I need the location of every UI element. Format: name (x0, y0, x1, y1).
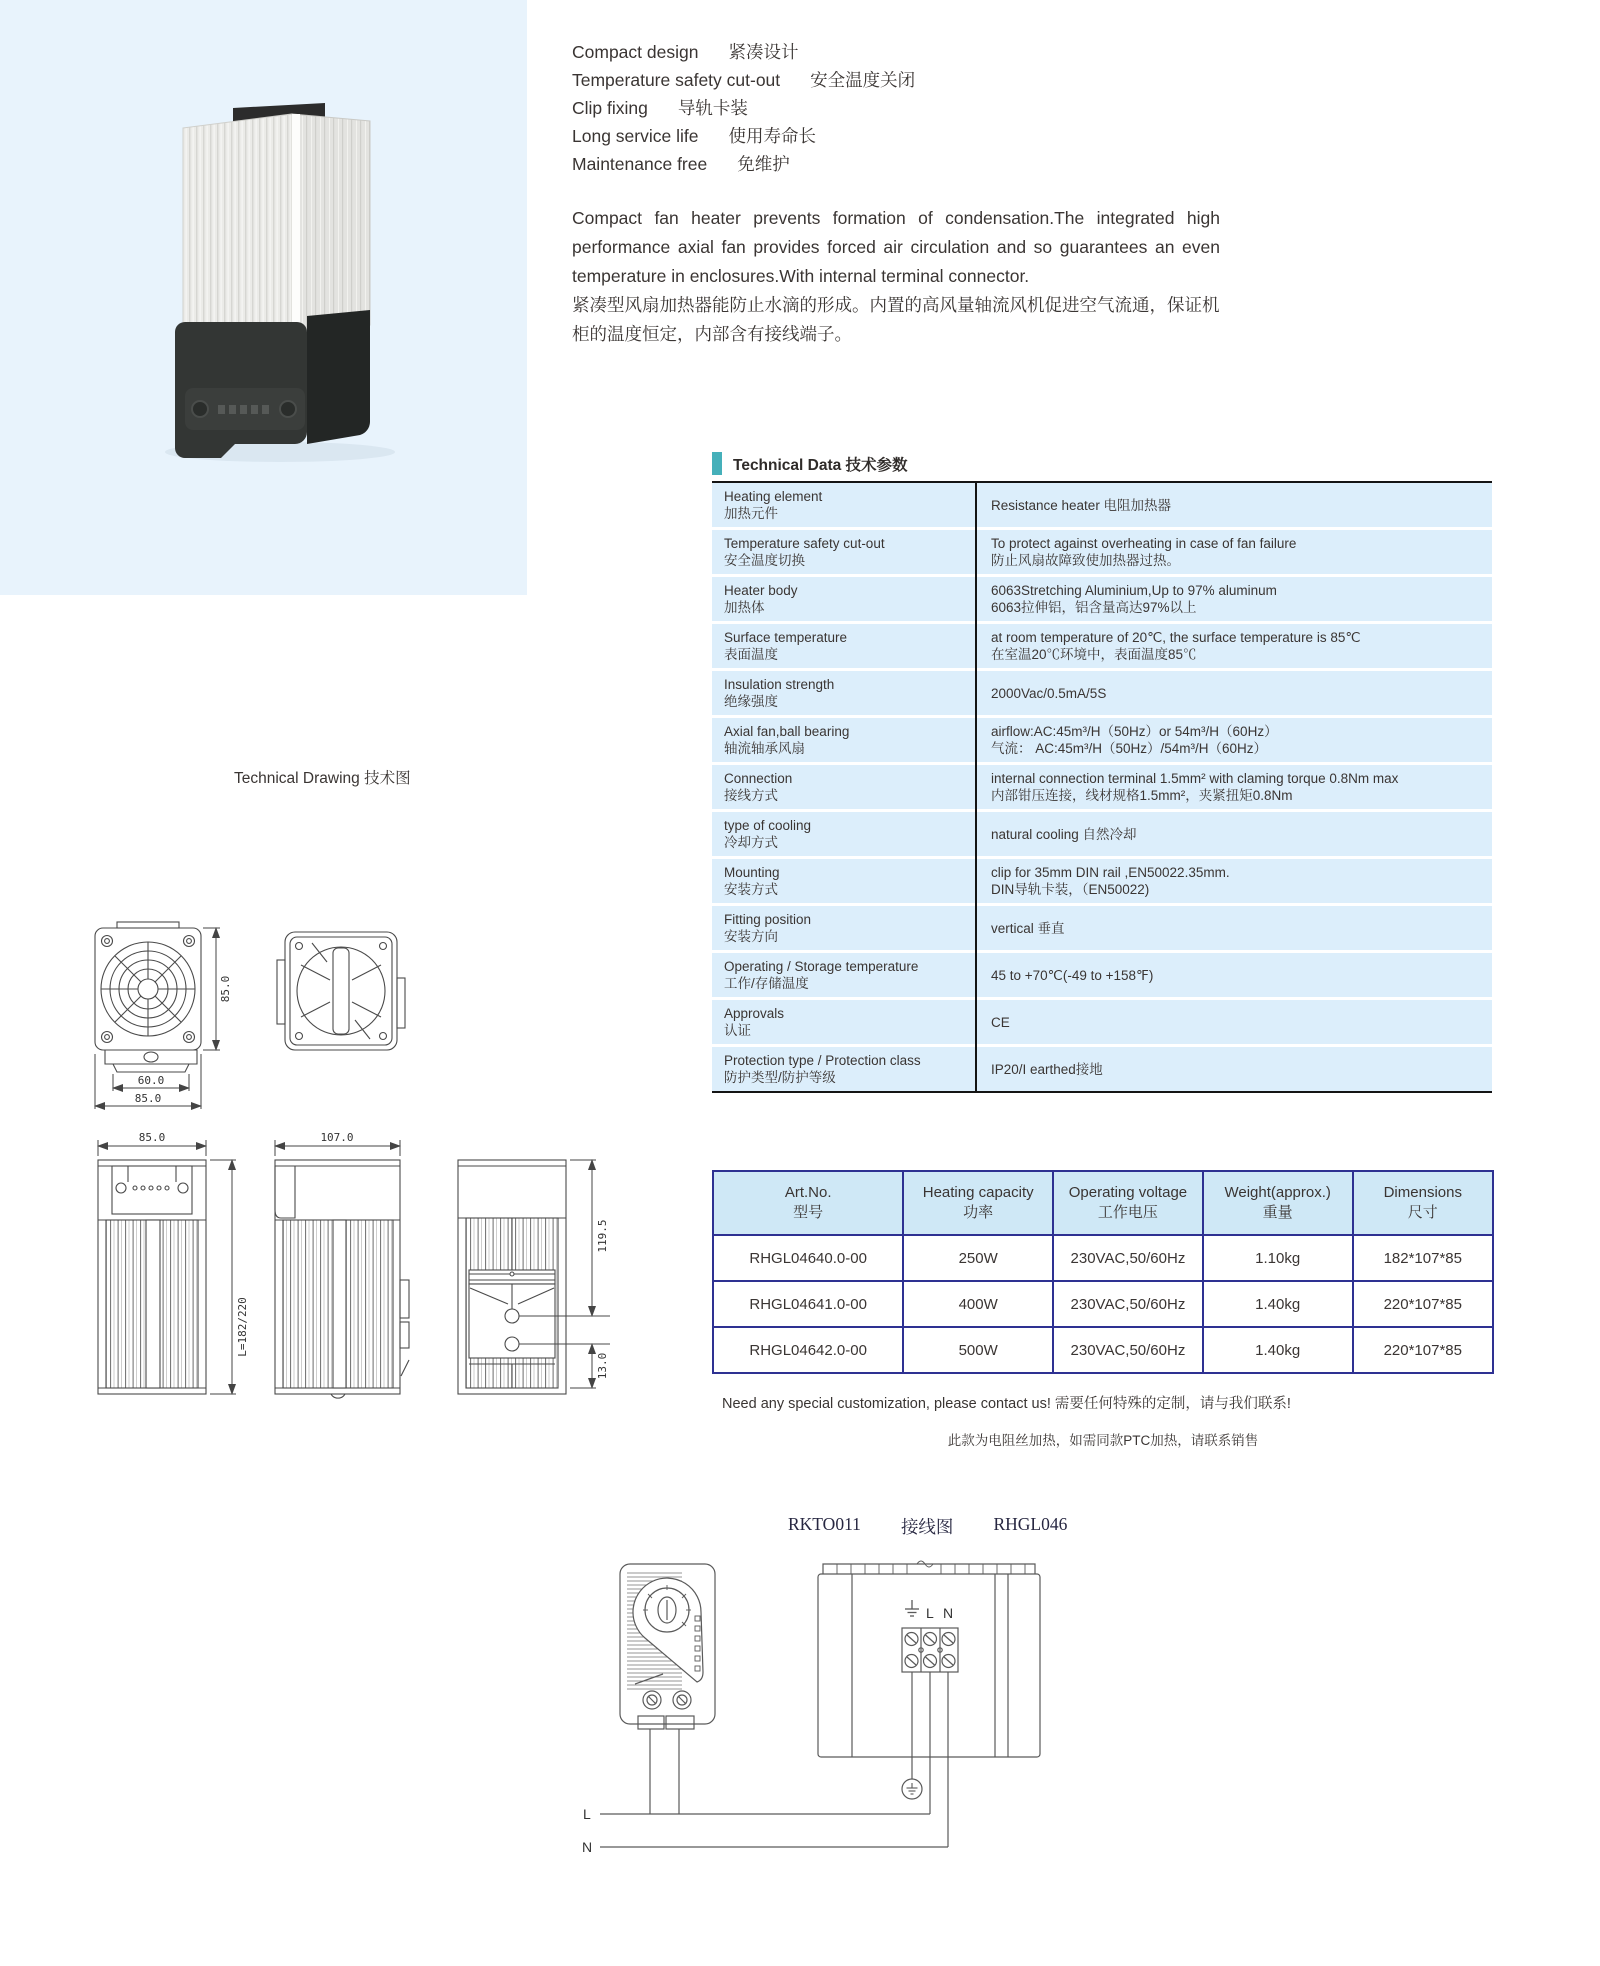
tech-row (712, 812, 1492, 856)
cell-voltage: 230VAC,50/60Hz (1053, 1235, 1203, 1281)
side-views-drawing (50, 1122, 620, 1432)
terminal-l-label: L (926, 1605, 934, 1621)
product-table (712, 1170, 1494, 1374)
tech-value-cn: 在室温20℃环境中，表面温度85℃ (991, 647, 1197, 662)
tech-param-en: Fitting position (724, 912, 812, 927)
dim-front-width: 85.0 (134, 1092, 162, 1105)
tech-value-en: natural cooling 自然冷却 (991, 826, 1137, 842)
tech-param-en: Approvals (724, 1006, 785, 1021)
tech-row (712, 671, 1492, 715)
technical-drawing-caption: Technical Drawing 技术图 (234, 770, 411, 787)
tech-value-cn: 气流： AC:45m³/H（50Hz）/54m³/H（60Hz） (991, 741, 1268, 756)
tech-param-en: Heater body (724, 583, 798, 598)
dim-right-height: 119.5 (596, 1219, 609, 1253)
cell-heating: 500W (903, 1327, 1053, 1373)
cell-dimensions: 220*107*85 (1353, 1327, 1493, 1373)
feature-cn: 使用寿命长 (728, 126, 816, 146)
tech-row (712, 1000, 1492, 1044)
feature-item (572, 94, 915, 122)
tech-row (712, 624, 1492, 668)
dim-front-inner-width: 60.0 (137, 1074, 165, 1087)
tech-row (712, 530, 1492, 574)
col-header-voltage: Operating voltage 工作电压 (1053, 1171, 1203, 1235)
accent-bar-icon (712, 452, 722, 475)
wiring-diagram-title (788, 1514, 1067, 1539)
tech-row (712, 906, 1492, 950)
tech-value-en: internal connection terminal 1.5mm² with claming torque 0.8Nm max (991, 771, 1399, 786)
tech-row (712, 483, 1492, 527)
feature-cn: 安全温度关闭 (810, 70, 916, 90)
tech-param-cn: 安全温度切换 (724, 553, 805, 568)
tech-param-cn: 绝缘强度 (724, 694, 778, 709)
feature-cn: 免维护 (737, 154, 790, 174)
feature-item (572, 38, 915, 66)
tech-param-cn: 加热体 (724, 600, 765, 615)
tech-row (712, 1047, 1492, 1091)
dim-mid-width: 107.0 (320, 1131, 354, 1144)
dim-right-offset: 13.0 (596, 1352, 609, 1380)
ptc-note: 此款为电阻丝加热，如需同款PTC加热，请联系销售 (947, 1433, 1259, 1448)
feature-en: Clip fixing (572, 98, 648, 118)
tech-value-en: clip for 35mm DIN rail ,EN50022.35mm. (991, 865, 1230, 880)
col-header-dimensions: Dimensions 尺寸 (1353, 1171, 1493, 1235)
wiring-label: 接线图 (900, 1517, 954, 1537)
tech-param-cn: 表面温度 (724, 647, 778, 662)
cell-weight: 1.40kg (1203, 1327, 1353, 1373)
description (572, 204, 1220, 349)
technical-data-header (712, 452, 1492, 481)
tech-param-cn: 安装方向 (724, 929, 778, 944)
cell-dimensions: 182*107*85 (1353, 1235, 1493, 1281)
tech-param-cn: 加热元件 (724, 506, 778, 521)
cell-weight: 1.10kg (1203, 1235, 1353, 1281)
description-en: Compact fan heater prevents formation of condensation.The integrated high performance axial fan provides forced air circulation and so guarantees an even temperature in enclosures.With internal terminal connector. (572, 208, 1220, 286)
tech-value-en: To protect against overheating in case of fan failure (991, 536, 1297, 551)
tech-value-en: at room temperature of 20℃, the surface temperature is 85℃ (991, 630, 1361, 645)
tech-value-cn: 防止风扇故障致使加热器过热。 (991, 553, 1180, 568)
product-row (713, 1327, 1493, 1373)
product-photo (0, 0, 527, 595)
tech-param-cn: 轴流轴承风扇 (724, 741, 805, 756)
tech-value-en: 6063Stretching Aluminium,Up to 97% aluminum (991, 583, 1277, 598)
product-table-section (712, 1170, 1494, 1449)
feature-cn: 紧凑设计 (728, 42, 799, 62)
tech-param-en: Heating element (724, 489, 823, 504)
tech-param-cn: 冷却方式 (724, 835, 778, 850)
cell-heating: 400W (903, 1281, 1053, 1327)
terminal-n-label: N (943, 1605, 954, 1621)
tech-param-en: Temperature safety cut-out (724, 536, 885, 551)
tech-value-en: 45 to +70℃(-49 to +158℉) (991, 967, 1154, 983)
tech-param-cn: 工作/存储温度 (724, 976, 809, 991)
tech-value-cn: DIN导轨卡装，（EN50022) (991, 882, 1150, 897)
cell-weight: 1.40kg (1203, 1281, 1353, 1327)
tech-param-cn: 接线方式 (724, 788, 778, 803)
cell-artno: RHGL04642.0-00 (713, 1327, 903, 1373)
tech-value-en: IP20/I earthed接地 (991, 1061, 1103, 1077)
front-back-view-drawing (50, 910, 470, 1115)
tech-value-en: airflow:AC:45m³/H（50Hz）or 54m³/H（60Hz） (991, 724, 1278, 739)
tech-value-cn: 内部钳压连接，线材规格1.5mm²，夹紧扭矩0.8Nm (991, 788, 1293, 803)
feature-cn: 导轨卡装 (677, 98, 748, 118)
tech-value-en: vertical 垂直 (991, 920, 1065, 936)
cell-voltage: 230VAC,50/60Hz (1053, 1281, 1203, 1327)
col-header-artno: Art.No. 型号 (713, 1171, 903, 1235)
technical-data-table (712, 481, 1492, 1093)
tech-row (712, 718, 1492, 762)
dim-front-height: 85.0 (219, 975, 232, 1003)
tech-param-cn: 认证 (724, 1023, 751, 1038)
dim-side-width: 85.0 (138, 1131, 166, 1144)
product-photo-panel (0, 0, 527, 595)
customization-note: Need any special customization, please contact us! 需要任何特殊的定制，请与我们联系! (722, 1396, 1291, 1412)
line-n-label: N (582, 1839, 593, 1855)
cell-artno: RHGL04640.0-00 (713, 1235, 903, 1281)
feature-item (572, 122, 915, 150)
line-l-label: L (583, 1806, 591, 1822)
tech-param-en: Operating / Storage temperature (724, 959, 919, 974)
tech-value-cn: 6063拉伸铝，铝含量高达97%以上 (991, 600, 1197, 615)
tech-row (712, 953, 1492, 997)
feature-en: Compact design (572, 42, 699, 62)
features-list (572, 38, 915, 178)
cell-voltage: 230VAC,50/60Hz (1053, 1327, 1203, 1373)
tech-value-en: 2000Vac/0.5mA/5S (991, 685, 1107, 701)
cell-heating: 250W (903, 1235, 1053, 1281)
cell-artno: RHGL04641.0-00 (713, 1281, 903, 1327)
feature-en: Long service life (572, 126, 699, 146)
product-row (713, 1235, 1493, 1281)
tech-param-en: Protection type / Protection class (724, 1053, 921, 1068)
tech-param-cn: 安装方式 (724, 882, 778, 897)
description-cn: 紧凑型风扇加热器能防止水滴的形成。内置的高风量轴流风机促进空气流通，保证机柜的温度恒定，内部含有接线端子。 (572, 295, 1220, 344)
product-table-header-row (713, 1171, 1493, 1235)
tech-value-en: CE (991, 1014, 1010, 1030)
tech-value-en: Resistance heater 电阻加热器 (991, 497, 1172, 513)
feature-en: Maintenance free (572, 154, 708, 174)
tech-param-cn: 防护类型/防护等级 (724, 1070, 836, 1085)
tech-param-en: Surface temperature (724, 630, 848, 645)
col-header-heating: Heating capacity 功率 (903, 1171, 1053, 1235)
tech-param-en: Mounting (724, 865, 780, 880)
cell-dimensions: 220*107*85 (1353, 1281, 1493, 1327)
feature-item (572, 150, 915, 178)
tech-param-en: type of cooling (724, 818, 812, 833)
tech-param-en: Axial fan,ball bearing (724, 724, 850, 739)
heater-model: RHGL046 (993, 1514, 1068, 1534)
dim-length: L=182/220 (236, 1297, 249, 1357)
thermostat-model: RKTO011 (788, 1514, 861, 1534)
feature-item (572, 66, 915, 94)
product-row (713, 1281, 1493, 1327)
wiring-diagram (555, 1552, 1135, 1952)
technical-data-section (712, 452, 1492, 1093)
tech-row (712, 859, 1492, 903)
tech-param-en: Connection (724, 771, 793, 786)
technical-data-title: Technical Data 技术参数 (733, 456, 908, 474)
tech-row (712, 765, 1492, 809)
feature-en: Temperature safety cut-out (572, 70, 781, 90)
col-header-weight: Weight(approx.) 重量 (1203, 1171, 1353, 1235)
tech-param-en: Insulation strength (724, 677, 835, 692)
tech-row (712, 577, 1492, 621)
